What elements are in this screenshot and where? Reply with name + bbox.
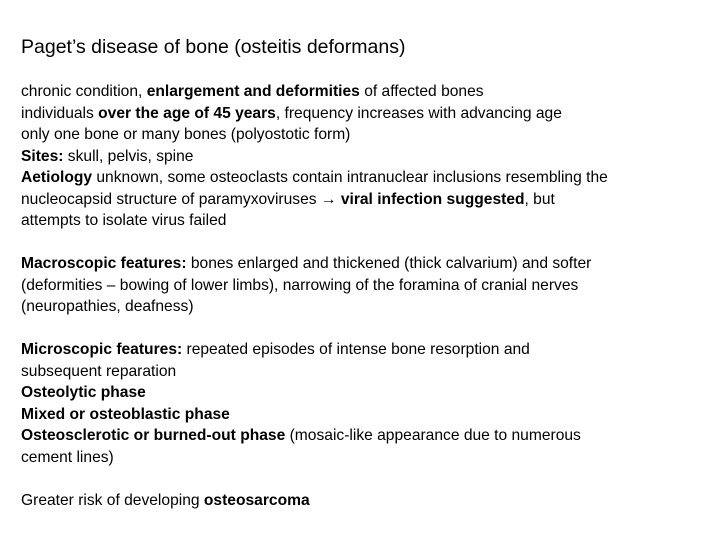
- microscopic-line-1: [21, 339, 711, 361]
- osteosclerotic-line: [21, 425, 711, 447]
- microscopic-line-6: cement lines): [21, 448, 114, 466]
- general-line-2: [21, 103, 711, 125]
- general-line-2-c: , frequency increases with advancing age: [275, 104, 562, 122]
- sites-line: [21, 146, 711, 168]
- macroscopic-label: Macroscopic features:: [21, 255, 187, 272]
- osteosclerotic-text: (mosaic-like appearance due to numerous: [285, 427, 581, 444]
- general-line-6-c: , but: [524, 190, 555, 208]
- microscopic-line-1-text: repeated episodes of intense bone resorption and: [182, 341, 530, 358]
- microscopic-label: Microscopic features:: [21, 341, 183, 358]
- aetiology-label: Aetiology: [21, 169, 93, 186]
- general-line-1-c: of affected bones: [359, 83, 484, 100]
- risk-section: [21, 490, 711, 512]
- general-line-3: only one bone or many bones (polyostotic form): [21, 126, 351, 143]
- aetiology-text: unknown, some osteoclasts contain intranuclear inclusions resembling the: [92, 169, 608, 186]
- microscopic-line-2: subsequent reparation: [21, 362, 177, 380]
- general-line-2-a: individuals: [21, 104, 99, 122]
- osteosclerotic-phase: Osteosclerotic or burned-out phase: [21, 427, 286, 444]
- macroscopic-line-3: (neuropathies, deafness): [21, 298, 194, 315]
- general-line-6-bold: viral infection suggested: [340, 190, 525, 208]
- general-line-1: [21, 81, 711, 103]
- aetiology-line: [21, 167, 711, 189]
- general-line-2-bold: over the age of 45 years: [98, 104, 276, 122]
- sites-label: Sites:: [21, 147, 64, 165]
- osteolytic-phase: Osteolytic phase: [21, 384, 146, 401]
- risk-line: [21, 490, 711, 512]
- risk-term: osteosarcoma: [203, 492, 310, 509]
- risk-text: Greater risk of developing: [21, 492, 204, 509]
- macroscopic-line-1: [21, 253, 711, 275]
- macroscopic-section: [21, 253, 711, 318]
- general-section: [21, 81, 711, 232]
- osteoblastic-phase: Mixed or osteoblastic phase: [21, 405, 230, 423]
- general-line-1-a: chronic condition,: [21, 83, 147, 100]
- general-line-6-a: nucleocapsid structure of paramyxoviruses →: [21, 190, 341, 208]
- macroscopic-line-2: (deformities – bowing of lower limbs), narrowing of the foramina of cranial nerves: [21, 276, 579, 294]
- general-line-6: [21, 189, 711, 211]
- slide-title: Paget’s disease of bone (osteitis deformans): [21, 36, 406, 58]
- sites-text: skull, pelvis, spine: [63, 147, 194, 165]
- general-line-7: attempts to isolate virus failed: [21, 212, 227, 229]
- macroscopic-line-1-text: bones enlarged and thickened (thick calvarium) and softer: [186, 255, 592, 272]
- microscopic-section: [21, 339, 711, 468]
- general-line-1-bold: enlargement and deformities: [146, 83, 360, 100]
